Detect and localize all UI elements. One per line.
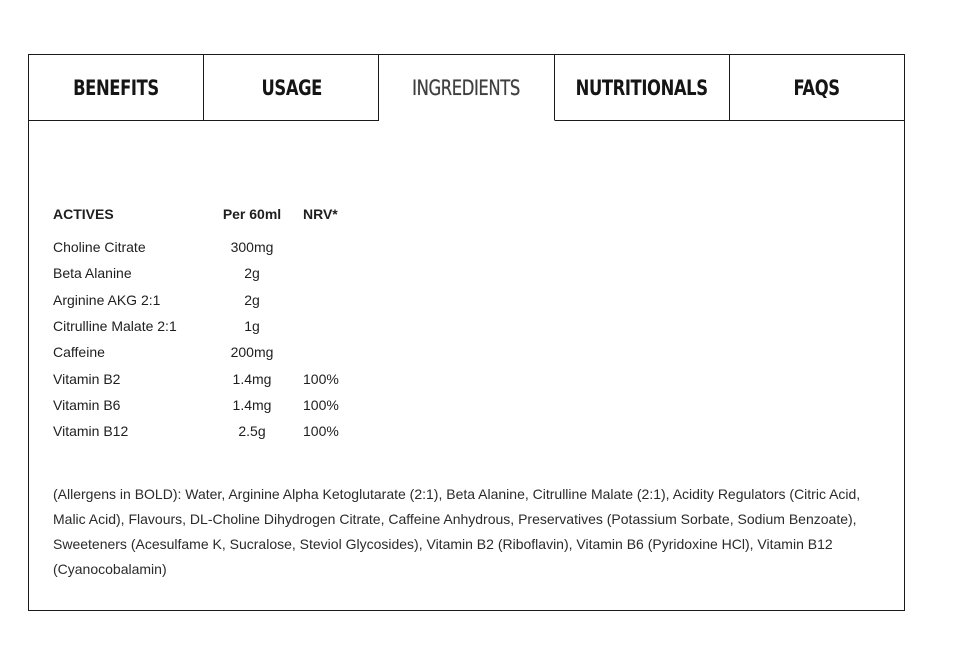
tab-label: USAGE <box>261 75 322 100</box>
header-per-60ml: Per 60ml <box>222 206 282 222</box>
active-amount: 2g <box>244 265 260 282</box>
tab-benefits[interactable] <box>29 55 204 121</box>
header-nrv: NRV* <box>303 206 338 222</box>
table-row <box>53 365 363 391</box>
active-nrv <box>301 260 363 286</box>
active-amount: 1.4mg <box>232 370 272 387</box>
tab-label: NUTRITIONALS <box>575 75 708 100</box>
table-row <box>53 227 363 260</box>
tab-usage[interactable] <box>204 55 379 121</box>
active-amount: 200mg <box>230 344 274 361</box>
active-name: Caffeine <box>53 344 105 361</box>
actives-table <box>53 201 363 444</box>
tab-label: FAQS <box>793 75 840 100</box>
active-name: Choline Citrate <box>53 239 146 256</box>
active-nrv <box>301 313 363 339</box>
active-name: Vitamin B12 <box>53 423 129 440</box>
active-nrv: 100% <box>303 370 339 387</box>
header-actives: ACTIVES <box>53 206 114 222</box>
active-name: Vitamin B6 <box>53 396 121 413</box>
table-row <box>53 287 363 313</box>
table-row <box>53 260 363 286</box>
active-name: Arginine AKG 2:1 <box>53 291 161 308</box>
active-nrv <box>301 287 363 313</box>
tab-ingredients[interactable] <box>379 55 554 121</box>
active-nrv <box>301 339 363 365</box>
active-name: Vitamin B2 <box>53 370 121 387</box>
active-amount: 1.4mg <box>232 396 272 413</box>
table-row <box>53 392 363 418</box>
active-nrv <box>301 227 363 260</box>
active-amount: 300mg <box>230 239 274 256</box>
active-nrv: 100% <box>303 423 339 440</box>
tab-bar <box>29 55 904 122</box>
table-row <box>53 313 363 339</box>
tab-label: INGREDIENTS <box>412 75 521 100</box>
active-amount: 2.5g <box>238 423 266 440</box>
active-amount: 2g <box>244 291 260 308</box>
tab-label: BENEFITS <box>73 75 159 100</box>
tab-faqs[interactable] <box>730 55 904 121</box>
table-header-row <box>53 201 363 227</box>
product-info-tabs <box>28 54 905 611</box>
active-name: Beta Alanine <box>53 265 132 282</box>
table-row <box>53 418 363 444</box>
ingredients-list-text: (Allergens in BOLD): Water, Arginine Alpha Ketoglutarate (2:1), Beta Alanine, Citrulline Malate (2:1), Acidity Regulators (Citric Acid, Malic Acid), Flavours, DL-Choline Dihydrogen Citrate, Caffeine Anhydrous, Preservatives (Potassium Sorbate, Sodium Benzoate), Sweeteners (Acesulfame K, Sucralose, Steviol Glycosides), Vitamin B2 (Riboflavin), Vitamin B6 (Pyridoxine HCl), Vitamin B12 (Cyanocobalamin) <box>53 486 861 578</box>
table-row <box>53 339 363 365</box>
active-name: Citrulline Malate 2:1 <box>53 318 177 335</box>
active-nrv: 100% <box>303 396 339 413</box>
ingredients-panel <box>53 201 880 582</box>
tab-nutritionals[interactable] <box>555 55 730 121</box>
active-amount: 1g <box>244 318 260 335</box>
